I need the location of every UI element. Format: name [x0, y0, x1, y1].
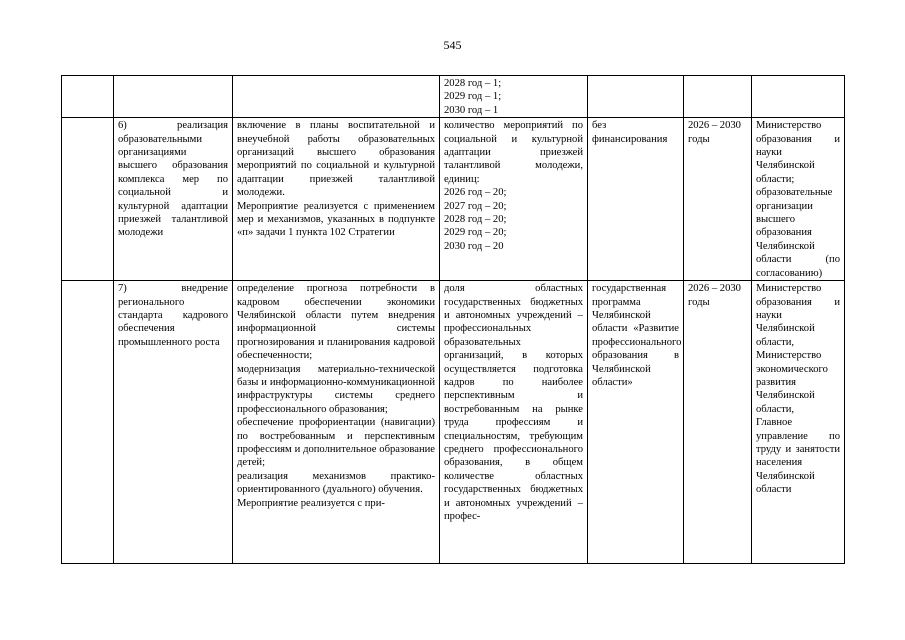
- indicator-intro: количество мероприятий по социальной и культурной адаптации приезжей талантливой молодежи, единиц:: [444, 120, 583, 185]
- cell-task: [114, 76, 233, 118]
- activity-paragraph: Мероприятие реализуется с применением мер и механизмов, указанных в подпункте «п» задачи 1 пункта 102 Стратегии: [237, 200, 435, 239]
- indicator-line: 2027 год – 20;: [444, 200, 507, 212]
- strategy-table: [61, 75, 845, 564]
- activity-paragraph: обеспечение профориентации (навигации) по востребованным и перспективным профессиям и дополнительное образование детей;: [237, 417, 435, 469]
- cell-number: [62, 281, 114, 564]
- page-number: 545: [443, 38, 462, 52]
- indicator-line: 2030 год – 1: [444, 104, 499, 116]
- cell-period: [684, 76, 752, 118]
- cell-financing: государственная программа Челябинской области «Развитие профессионального образования в Челябинской области»: [588, 281, 684, 564]
- cell-period: 2026 – 2030 годы: [684, 281, 752, 564]
- activity-paragraph: включение в планы воспитательной и внеучебной работы образовательных организаций высшего образования мероприятий по социальной и культурной адаптации приезжей талантливой молодежи.: [237, 120, 435, 199]
- cell-activity: [233, 76, 440, 118]
- cell-executors: [752, 118, 845, 281]
- indicator-line: 2029 год – 20;: [444, 227, 507, 239]
- cell-financing: [588, 76, 684, 118]
- cell-activity: [233, 118, 440, 281]
- cell-number: [62, 118, 114, 281]
- cell-indicator: [440, 281, 588, 564]
- executor: Главное управление по труду и занятости населения Челябинской области: [756, 417, 840, 496]
- cell-task: 7) внедрение регионального стандарта кадрового обеспечения промышленного роста: [114, 281, 233, 564]
- indicator-line: 2028 год – 1;: [444, 78, 502, 89]
- cell-executors: [752, 76, 845, 118]
- executor: Министерство экономического развития Челябинской области,: [756, 350, 828, 415]
- cell-indicator: [440, 118, 588, 281]
- cell-indicator: [440, 76, 588, 118]
- table-row: [62, 281, 845, 564]
- activity-paragraph: модернизация материально-технической базы и информационно-коммуникационной инфраструктуры системы среднего профессионального образования;: [237, 363, 435, 415]
- table-row-continuation: [62, 76, 845, 118]
- cell-period: 2026 – 2030 годы: [684, 118, 752, 281]
- activity-paragraph: определение прогноза потребности в кадровом обеспечении экономики Челябинской области путем внедрения информационной системы прогнозирования и планирования кадровой обеспеченности;: [237, 283, 435, 362]
- executor: образовательные организации высшего образования Челябинской области (по согласованию): [756, 187, 840, 279]
- cell-number: [62, 76, 114, 118]
- indicator-line: 2028 год – 20;: [444, 214, 507, 226]
- cell-activity: [233, 281, 440, 564]
- activity-paragraph: Мероприятие реализуется с при-: [237, 497, 385, 509]
- indicator-text: доля областных государственных бюджетных и автономных учреждений – профессиональных образовательных организаций, в которых осуществляется подготовка кадров по наиболее перспективным и востребованным на рынке труда профессиям и специальностям, требующим среднего профессионального образования, в общем количестве областных государственных бюджетных и автономных учреждений – профес-: [444, 283, 583, 522]
- executor: Министерство образования и науки Челябинской области,: [756, 283, 840, 348]
- cell-financing: без финансирования: [588, 118, 684, 281]
- indicator-line: 2029 год – 1;: [444, 91, 502, 103]
- cell-executors: [752, 281, 845, 564]
- indicator-line: 2030 год – 20: [444, 240, 504, 252]
- cell-task: 6) реализация образовательными организациями высшего образования комплекса мер по социальной и культурной адаптации приезжей талантливой молодежи: [114, 118, 233, 281]
- executor: Министерство образования и науки Челябинской области;: [756, 120, 840, 185]
- table-row: [62, 118, 845, 281]
- indicator-line: 2026 год – 20;: [444, 187, 507, 199]
- activity-paragraph: реализация механизмов практико-ориентированного (дуального) обучения.: [237, 470, 435, 496]
